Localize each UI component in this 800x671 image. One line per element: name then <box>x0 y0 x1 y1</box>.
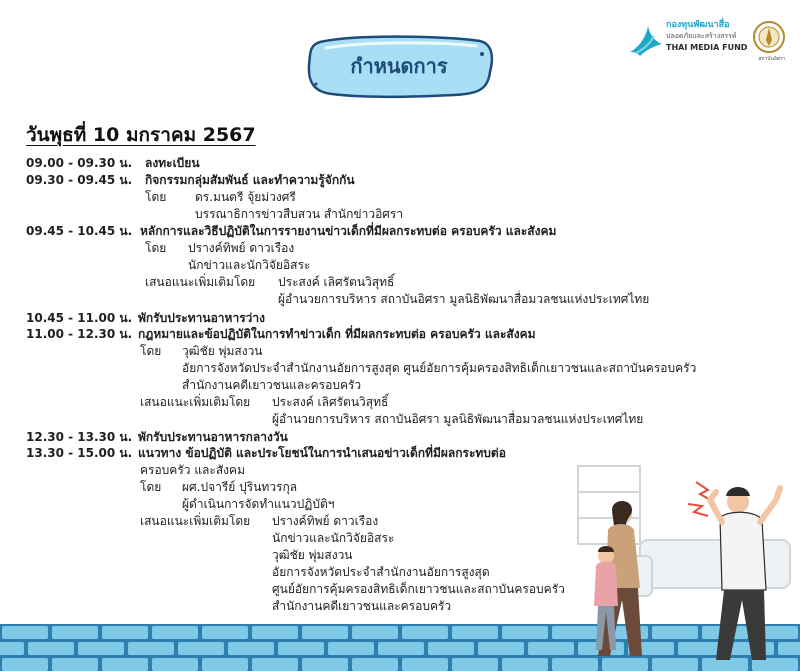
schedule-time: 10.45 - 11.00 น. <box>26 311 133 325</box>
speaker-role: วุฒิชัย พุ่มสงวน <box>272 548 353 562</box>
speaker-label: โดย <box>140 344 162 358</box>
speaker-role: นักข่าวและนักวิจัยอิสระ <box>272 531 395 545</box>
speaker-role: นักข่าวและนักวิจัยอิสระ <box>188 258 311 272</box>
speaker-role: สำนักงานคดีเยาวชนและครอบครัว <box>182 378 362 392</box>
speaker-role: ศูนย์อัยการคุ้มครองสิทธิเด็กเยาวชนและสถาบันครอบครัว <box>272 582 565 596</box>
schedule-time: 11.00 - 12.30 น. <box>26 327 133 341</box>
bird-wave-icon <box>628 22 664 58</box>
speaker-role: สำนักงานคดีเยาวชนและครอบครัว <box>272 599 452 613</box>
schedule-time: 13.30 - 15.00 น. <box>26 446 133 460</box>
speaker-role: ผู้อำนวยการบริหาร สถาบันอิศรา มูลนิธิพัฒนาสื่อมวลชนแห่งประเทศไทย <box>278 292 650 306</box>
schedule-time: 12.30 - 13.30 น. <box>26 430 133 444</box>
schedule-session-title: หลักการและวิธีปฏิบัติในการรายงานข่าวเด็กที่มีผลกระทบต่อ ครอบครัว และสังคม <box>140 224 557 238</box>
fund-name-thai: กองทุนพัฒนาสื่อ <box>666 20 730 30</box>
speaker-role: บรรณาธิการข่าวสืบสวน สำนักข่าวอิศรา <box>195 207 404 221</box>
speaker-role: ผู้อำนวยการบริหาร สถาบันอิศรา มูลนิธิพัฒนาสื่อมวลชนแห่งประเทศไทย <box>272 412 644 426</box>
fund-tagline: ปลอดภัยและสร้างสรรค์ <box>666 32 737 40</box>
thai-media-fund-logo <box>628 20 748 62</box>
fund-name-english: THAI MEDIA FUND <box>666 43 748 52</box>
speaker-role: ครอบครัว และสังคม <box>140 463 245 477</box>
schedule-session-title: กฎหมายและข้อปฏิบัติในการทำข่าวเด็ก ที่มีผลกระทบต่อ ครอบครัว และสังคม <box>138 327 536 341</box>
schedule-time: 09.00 - 09.30 น. <box>26 156 133 170</box>
speaker-name: ดร.มนตรี จุ้ยม่วงศรี <box>195 190 296 204</box>
speaker-name: ปรางค์ทิพย์ ดาวเรือง <box>272 514 379 528</box>
schedule-session-title: พักรับประทานอาหารกลางวัน <box>138 430 288 444</box>
speaker-label: โดย <box>140 480 162 494</box>
schedule-session-title: กิจกรรมกลุ่มสัมพันธ์ และทำความรู้จักกัน <box>145 173 355 187</box>
speaker-name: วุฒิชัย พุ่มสงวน <box>182 344 263 358</box>
schedule-time: 09.45 - 10.45 น. <box>26 224 133 238</box>
sofa-icon <box>640 540 790 588</box>
speaker-label: เสนอแนะเพิ่มเติมโดย <box>140 514 251 528</box>
speaker-label: โดย <box>145 190 167 204</box>
speaker-role: อัยการจังหวัดประจำสำนักงานอัยการสูงสุด <box>272 565 490 579</box>
speaker-label: โดย <box>145 241 167 255</box>
family-conflict-illustration <box>570 460 800 671</box>
seal-caption: สถาบันอิศรา <box>758 56 786 62</box>
speaker-name: ประสงค์ เลิศรัตนวิสุทธิ์ <box>272 395 389 409</box>
speaker-role: ผู้ดำเนินการจัดทำแนวปฏิบัติฯ <box>182 497 335 511</box>
page-title: กำหนดการ <box>350 54 448 78</box>
speaker-label: เสนอแนะเพิ่มเติมโดย <box>140 395 251 409</box>
schedule-session-title: ลงทะเบียน <box>145 156 200 170</box>
schedule-session-title: แนวทาง ข้อปฏิบัติ และประโยชน์ในการนำเสนอข่าวเด็กที่มีผลกระทบต่อ <box>138 446 506 460</box>
speaker-name: ผศ.ปจารีย์ ปุรินทวรกุล <box>182 480 298 494</box>
speaker-name: ปรางค์ทิพย์ ดาวเรือง <box>188 241 295 255</box>
title-badge <box>304 32 494 100</box>
speaker-name: ประสงค์ เลิศรัตนวิสุทธิ์ <box>278 275 395 289</box>
speaker-label: เสนอแนะเพิ่มเติมโดย <box>145 275 256 289</box>
schedule-time: 09.30 - 09.45 น. <box>26 173 133 187</box>
date-heading: วันพุธที่ 10 มกราคม 2567 <box>26 124 256 146</box>
speaker-role: อัยการจังหวัดประจำสำนักงานอัยการสูงสุด ศูนย์อัยการคุ้มครองสิทธิเด็กเยาวชนและสถาบันครอบครัว <box>182 361 697 375</box>
schedule-session-title: พักรับประทานอาหารว่าง <box>138 311 265 325</box>
